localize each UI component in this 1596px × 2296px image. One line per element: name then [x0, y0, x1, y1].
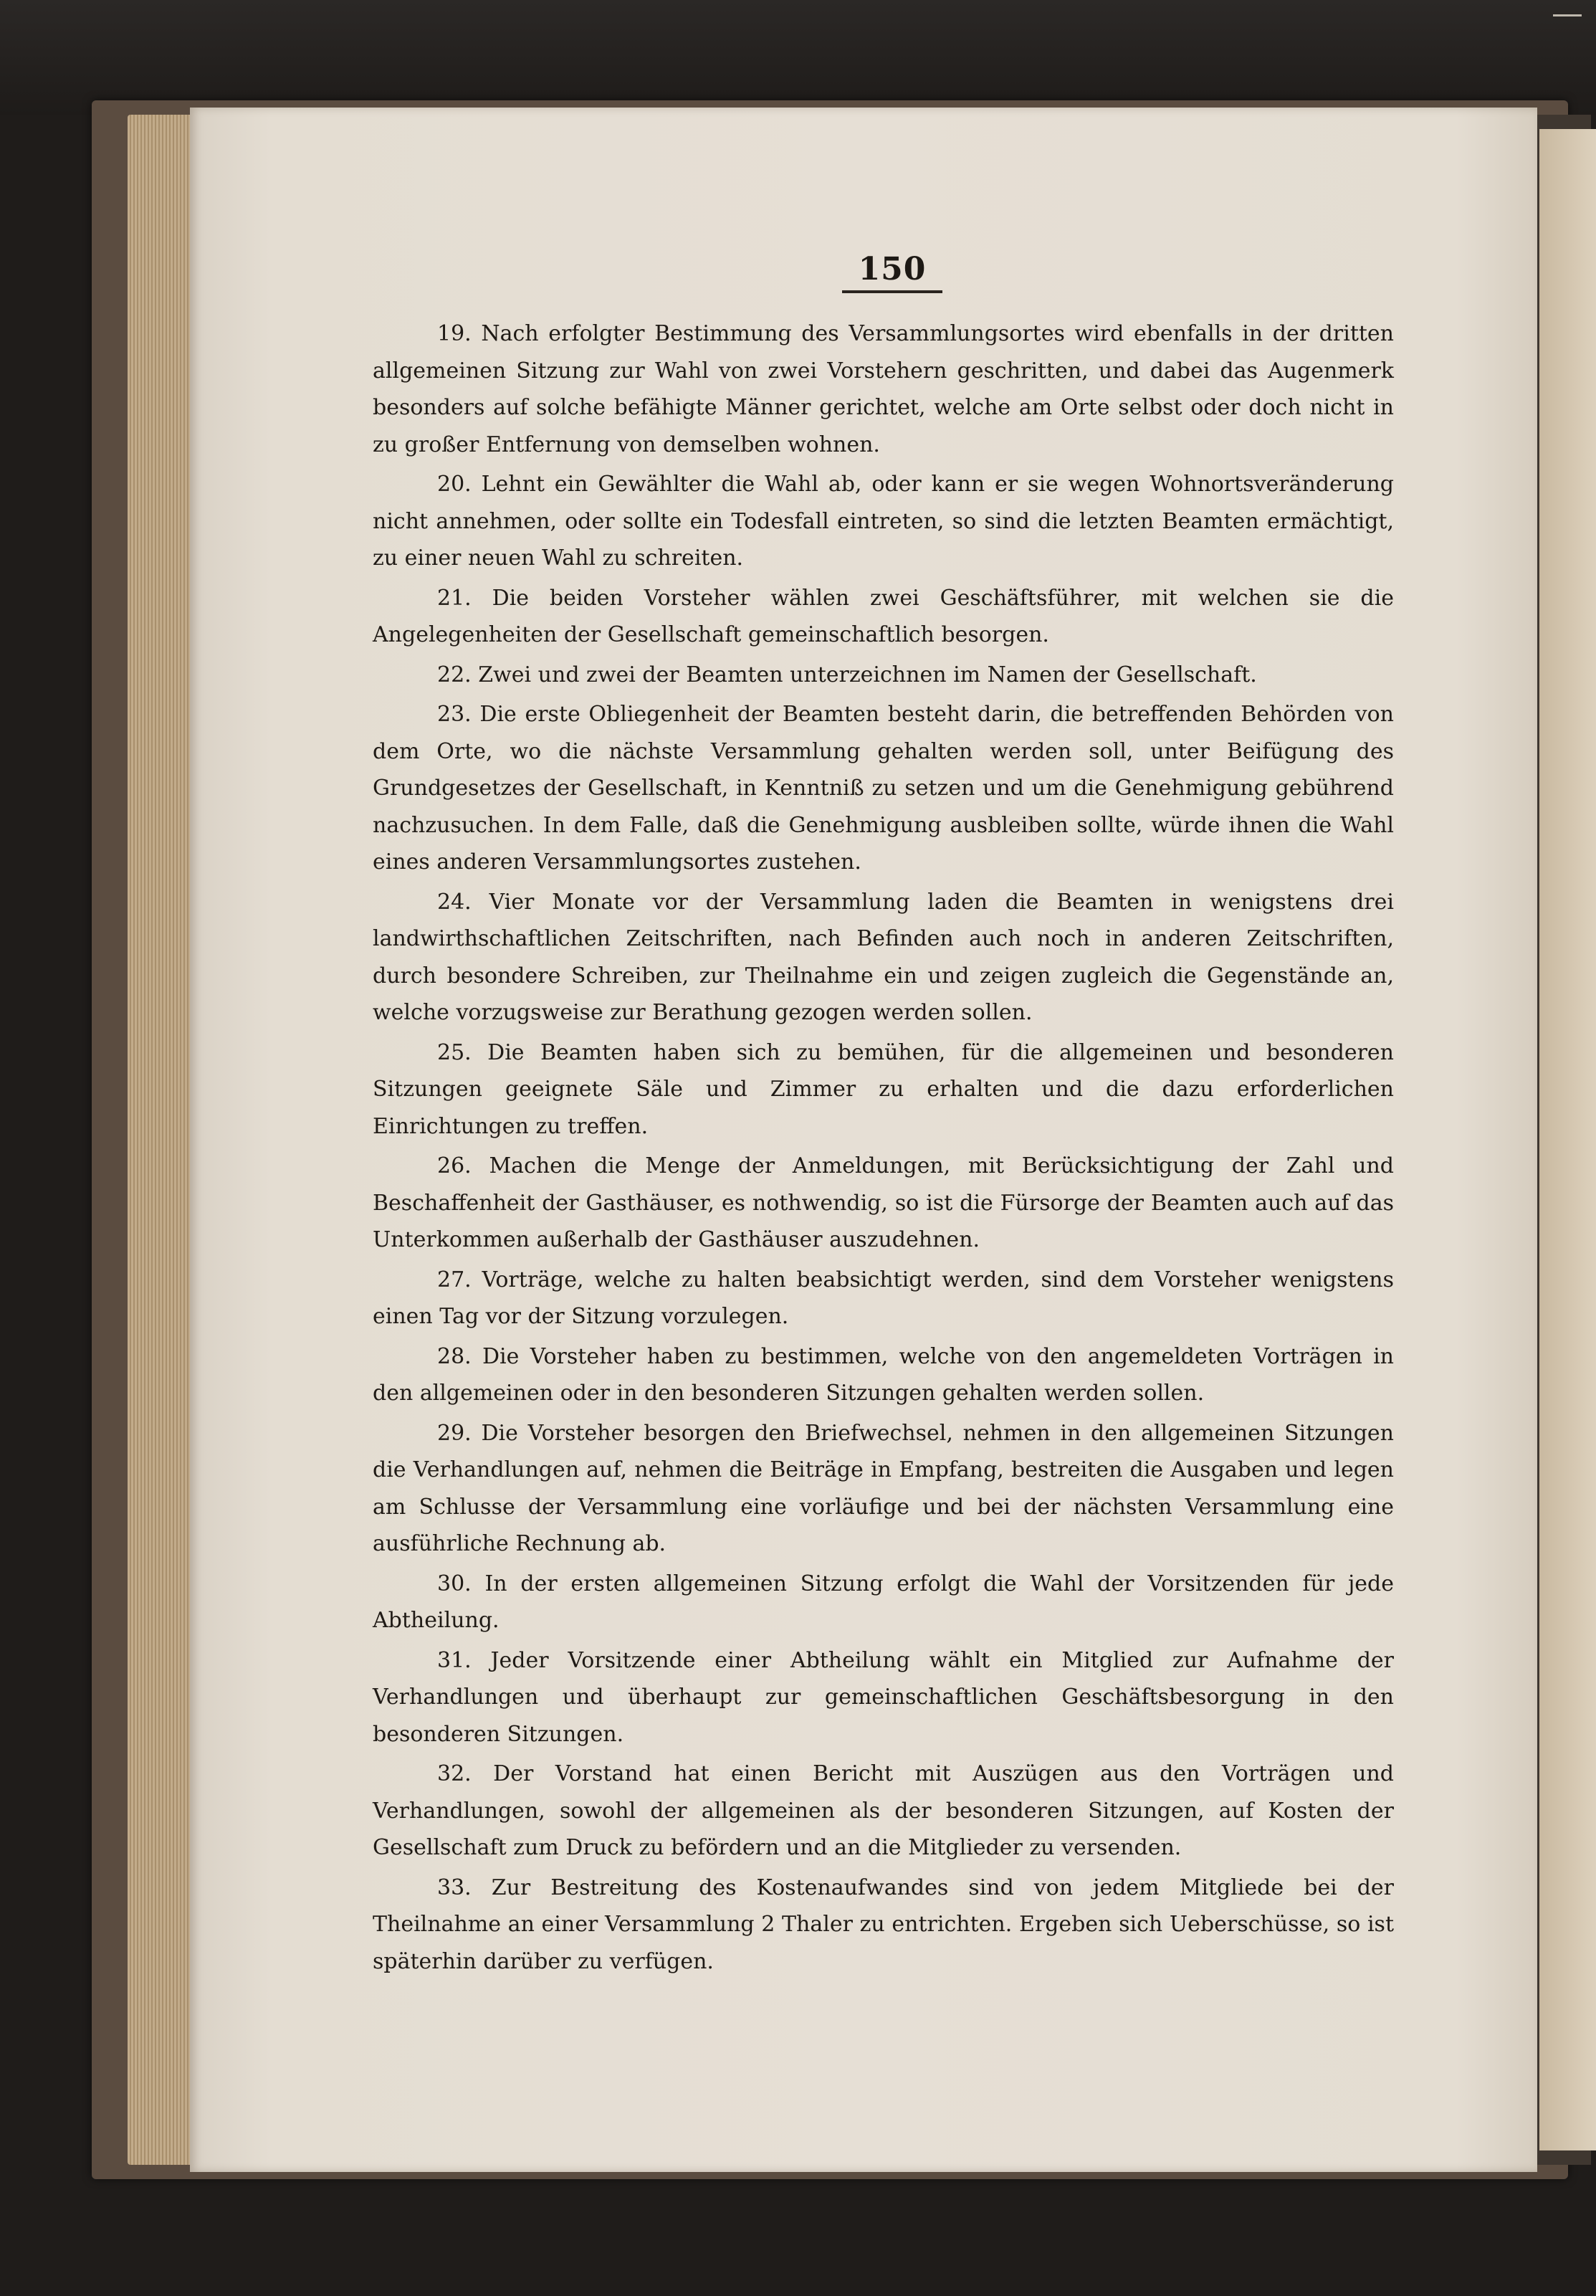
paragraph-22 — [373, 657, 1394, 694]
paragraph-24 — [373, 884, 1394, 1032]
paragraph-text: Zwei und zwei der Beamten unterzeichnen im Namen der Gesellschaft. — [478, 662, 1257, 687]
paragraph-number: 30. — [437, 1571, 472, 1596]
paragraph-number: 32. — [437, 1761, 472, 1786]
paragraph-text: Machen die Menge der Anmeldungen, mit Berücksichtigung der Zahl und Beschaffenheit der Gasthäuser, es nothwendig, so ist die Fürsorge der Beamten auch auf das Unterkommen außerhalb der Gasthäuser auszudehnen. — [373, 1153, 1394, 1252]
page-number: 150 — [858, 251, 927, 287]
paragraph-number: 28. — [437, 1343, 472, 1369]
paragraph-32 — [373, 1756, 1394, 1867]
paragraph-31 — [373, 1642, 1394, 1753]
body-text — [373, 315, 1394, 1983]
paragraph-text: Vier Monate vor der Versammlung laden die Beamten in wenigstens drei landwirthschaftlichen Zeitschriften, nach Befinden auch noch in anderen Zeitschriften, durch besondere Schreiben, zur Theilnahme ein und zeigen zugleich die Gegenstände an, welche vorzugsweise zur Berathung gezogen werden sollen. — [373, 889, 1394, 1025]
scan-corner-mark — [1553, 14, 1582, 16]
paragraph-text: In der ersten allgemeinen Sitzung erfolgt die Wahl der Vorsitzenden für jede Abtheilung. — [373, 1571, 1394, 1633]
paragraph-text: Lehnt ein Gewählter die Wahl ab, oder kann er sie wegen Wohnortsveränderung nicht annehmen, oder sollte ein Todesfall eintreten, so sind die letzten Beamten ermächtigt, zu einer neuen Wahl zu schreiten. — [373, 472, 1394, 571]
paragraph-number: 29. — [437, 1420, 472, 1446]
paragraph-19 — [373, 315, 1394, 463]
paragraph-text: Nach erfolgter Bestimmung des Versammlungsortes wird ebenfalls in der dritten allgemeinen Sitzung zur Wahl von zwei Vorstehern geschritten, und dabei das Augenmerk besonders auf solche befähigte Männer gerichtet, welche am Orte selbst oder doch nicht in zu großer Entfernung von demselben wohnen. — [373, 321, 1395, 457]
paragraph-number: 25. — [437, 1039, 472, 1065]
paragraph-text: Zur Bestreitung des Kostenaufwandes sind von jedem Mitgliede bei der Theilnahme an einer Versammlung 2 Thaler zu entrichten. Ergeben sich Ueberschüsse, so ist späterhin darüber zu verfügen. — [373, 1875, 1395, 1974]
paragraph-26 — [373, 1148, 1394, 1259]
paragraph-number: 24. — [437, 889, 472, 915]
paragraph-text: Die Vorsteher besorgen den Briefwechsel, nehmen in den allgemeinen Sitzungen die Verhandlungen auf, nehmen die Beiträge in Empfang, bestreiten die Ausgaben und legen am Schlusse der Versammlung eine vorläufige und bei der nächsten Versammlung eine ausführliche Rechnung ab. — [373, 1420, 1395, 1556]
paragraph-text: Jeder Vorsitzende einer Abtheilung wählt ein Mitglied zur Aufnahme der Verhandlungen und überhaupt zur gemeinschaftlichen Geschäftsbesorgung in den besonderen Sitzungen. — [373, 1647, 1394, 1747]
paragraph-30 — [373, 1566, 1394, 1639]
backdrop — [0, 0, 1596, 115]
paragraph-25 — [373, 1034, 1394, 1145]
paragraph-29 — [373, 1415, 1394, 1563]
paragraph-number: 22. — [437, 662, 472, 687]
paragraph-text: Die Vorsteher haben zu bestimmen, welche von den angemeldeten Vorträgen in den allgemeinen oder in den besonderen Sitzungen gehalten werden sollen. — [373, 1343, 1394, 1406]
facing-page-edge — [1539, 129, 1596, 2150]
paragraph-number: 26. — [437, 1153, 472, 1178]
paragraph-20 — [373, 466, 1394, 577]
paragraph-number: 27. — [437, 1267, 472, 1292]
paragraph-number: 23. — [437, 702, 472, 727]
paragraph-text: Die Beamten haben sich zu bemühen, für die allgemeinen und besonderen Sitzungen geeignete Säle und Zimmer zu erhalten und die dazu erforderlichen Einrichtungen zu treffen. — [373, 1039, 1394, 1139]
paragraph-number: 31. — [437, 1647, 472, 1673]
paragraph-number: 21. — [437, 585, 472, 611]
paragraph-number: 33. — [437, 1875, 472, 1900]
paragraph-text: Vorträge, welche zu halten beabsichtigt werden, sind dem Vorsteher wenigstens einen Tag vor der Sitzung vorzulegen. — [373, 1267, 1394, 1329]
paragraph-text: Die beiden Vorsteher wählen zwei Geschäftsführer, mit welchen sie die Angelegenheiten der Gesellschaft gemeinschaftlich besorgen. — [373, 585, 1394, 647]
paragraph-21 — [373, 580, 1394, 654]
paragraph-27 — [373, 1262, 1394, 1335]
paragraph-text: Die erste Obliegenheit der Beamten besteht darin, die betreffenden Behörden von dem Orte, wo die nächste Versammlung gehalten werden soll, unter Beifügung des Grundgesetzes der Gesellschaft, in Kenntniß zu setzen und um die Genehmigung gebührend nachzusuchen. In dem Falle, daß die Genehmigung ausbleiben sollte, würde ihnen die Wahl eines anderen Versammlungsortes zustehen. — [373, 702, 1394, 875]
paragraph-23 — [373, 696, 1394, 881]
paragraph-28 — [373, 1338, 1394, 1412]
paragraph-text: Der Vorstand hat einen Bericht mit Auszügen aus den Vorträgen und Verhandlungen, sowohl der allgemeinen als der besonderen Sitzungen, auf Kosten der Gesellschaft zum Druck zu befördern und an die Mitglieder zu versenden. — [373, 1761, 1394, 1860]
paragraph-number: 19. — [437, 321, 472, 346]
page-header — [853, 251, 932, 293]
paragraph-33 — [373, 1869, 1394, 1981]
paragraph-number: 20. — [437, 472, 472, 497]
page-number-rule — [842, 290, 942, 293]
